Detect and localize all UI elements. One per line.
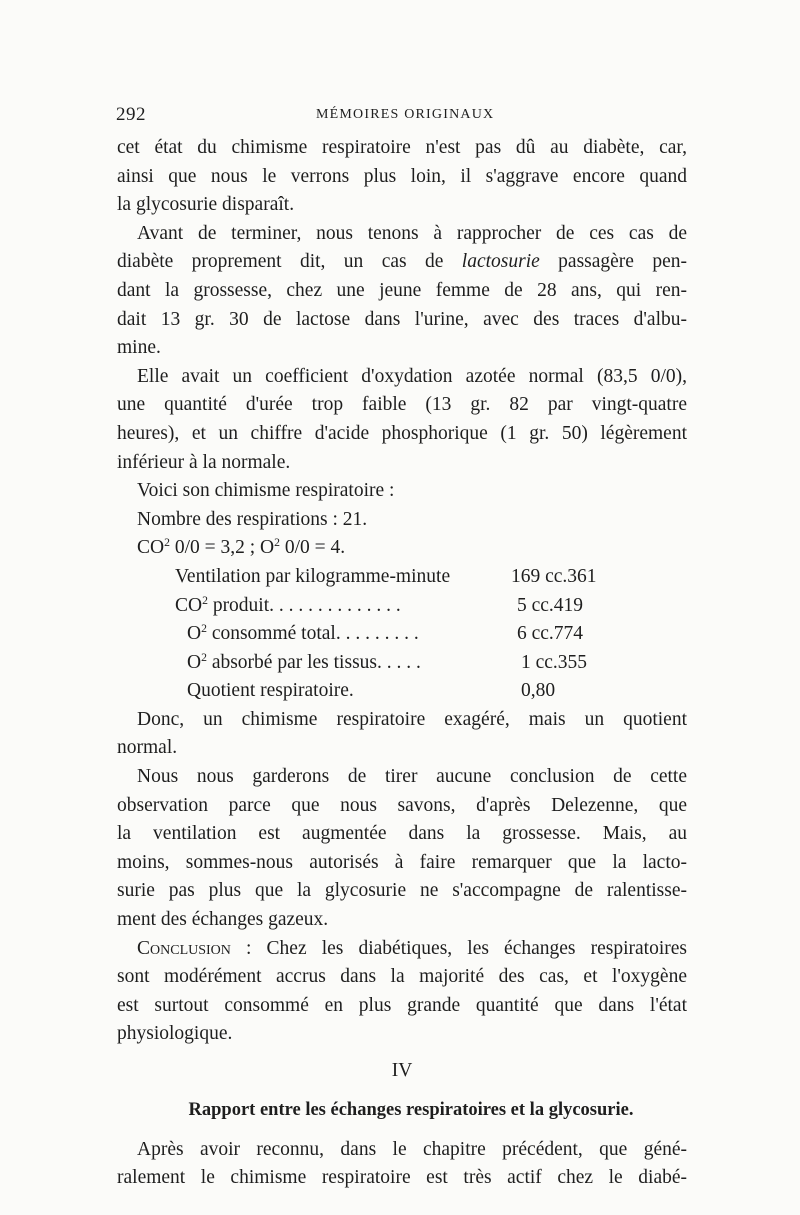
p2-line-4: dait 13 gr. 30 de lactose dans l'urine, avec des traces d'albu-	[117, 308, 687, 330]
co2-text-c: 0/0 = 4.	[279, 537, 346, 559]
p9-line-4: physiologique.	[117, 1023, 233, 1045]
p3-line-3: heures), et un chiffre d'acide phosphorique (1 gr. 50) légèrement	[117, 422, 687, 444]
p8-line-6: ment des échanges gazeux.	[117, 909, 329, 931]
table-row-label: $CO^2$ produit. . . . . . . . . . . . . .	[175, 593, 401, 616]
p10-line-1: Après avoir reconnu, dans le chapitre précédent, que géné-	[137, 1138, 687, 1160]
table-row-value: 1 cc.355	[521, 651, 588, 673]
running-title: MÉMOIRES ORIGINAUX	[316, 107, 495, 122]
p1-line-2: ainsi que nous le verrons plus loin, il s'aggrave encore quand	[117, 165, 687, 187]
p2-line-5: mine.	[117, 337, 161, 359]
p2-line-3: dant la grossesse, chez une jeune femme de 28 ans, qui ren-	[117, 279, 687, 301]
p8-line-5: surie pas plus que la glycosurie ne s'accompagne de ralentisse-	[117, 880, 687, 902]
p2-line-2	[117, 248, 687, 277]
p3-line-4: inférieur à la normale.	[117, 451, 291, 473]
running-head	[116, 104, 686, 130]
table-row-label: Ventilation par kilogramme-minute	[175, 565, 451, 587]
p10-line-2: ralement le chimisme respiratoire est très actif chez le diabé-	[117, 1167, 687, 1189]
table-row	[117, 649, 687, 678]
table-row	[117, 563, 687, 592]
p8-line-1: Nous nous garderons de tirer aucune conclusion de cette	[137, 766, 687, 788]
p7-line-1: Donc, un chimisme respiratoire exagéré, mais un quotient	[137, 708, 687, 730]
p3-line-1: Elle avait un coefficient d'oxydation azotée normal (83,5 0/0),	[137, 365, 687, 387]
table-row-label: $O^2$ absorbé par les tissus. . . . .	[187, 650, 421, 673]
p9-line-1-rest: : Chez les diabétiques, les échanges respiratoires	[230, 937, 687, 959]
body-text	[117, 134, 687, 1193]
table-row-value: 0,80	[521, 680, 556, 702]
table-row-value: 169 cc.361	[511, 565, 597, 587]
p9-line-1	[117, 935, 687, 964]
p1-line-3: la glycosurie disparaît.	[117, 194, 295, 216]
table-row-value: 5 cc.419	[517, 594, 584, 616]
table-row	[117, 620, 687, 649]
co2-sup: 2	[164, 536, 170, 550]
p2-line-2-b: passagère pen-	[539, 251, 687, 273]
co2-text-a: CO	[137, 537, 165, 559]
p1-line-1: cet état du chimisme respiratoire n'est pas dû au diabète, car,	[117, 137, 687, 158]
p8-line-3: la ventilation est augmentée dans la grossesse. Mais, au	[117, 823, 687, 845]
page-number: 292	[116, 104, 146, 125]
section-heading: Rapport entre les échanges respiratoires et la glycosurie.	[188, 1099, 634, 1120]
section-number: IV	[391, 1060, 413, 1081]
table-row-label: $O^2$ consommé total. . . . . . . . .	[187, 622, 419, 645]
p9-line-2: sont modérément accrus dans la majorité des cas, et l'oxygène	[117, 966, 687, 988]
p2-line-2-a: diabète proprement dit, un cas de	[117, 251, 462, 273]
p5-line: Nombre des respirations : 21.	[137, 508, 368, 530]
p9-line-3: est surtout consommé en plus grande quantité que dans l'état	[117, 994, 687, 1016]
p7-line-2: normal.	[117, 737, 178, 759]
table-row	[117, 592, 687, 621]
conclusion-lead: Conclusion	[137, 937, 231, 959]
o2-sup: 2	[274, 536, 280, 550]
table-row-value: 6 cc.774	[517, 623, 584, 645]
p4-line: Voici son chimisme respiratoire :	[137, 480, 395, 502]
lactosurie-term: lactosurie	[461, 251, 540, 273]
p6-line	[117, 534, 687, 563]
table-row	[117, 677, 687, 706]
p8-line-2: observation parce que nous savons, d'après Delezenne, que	[117, 794, 687, 816]
table-row-label: Quotient respiratoire.	[187, 680, 354, 702]
p2-line-1: Avant de terminer, nous tenons à rapprocher de ces cas de	[137, 222, 687, 244]
p8-line-4: moins, sommes-nous autorisés à faire remarquer que la lacto-	[117, 851, 687, 873]
p3-line-2: une quantité d'urée trop faible (13 gr. 82 par vingt-quatre	[117, 394, 687, 416]
co2-text-b: 0/0 = 3,2 ; O	[169, 537, 275, 559]
